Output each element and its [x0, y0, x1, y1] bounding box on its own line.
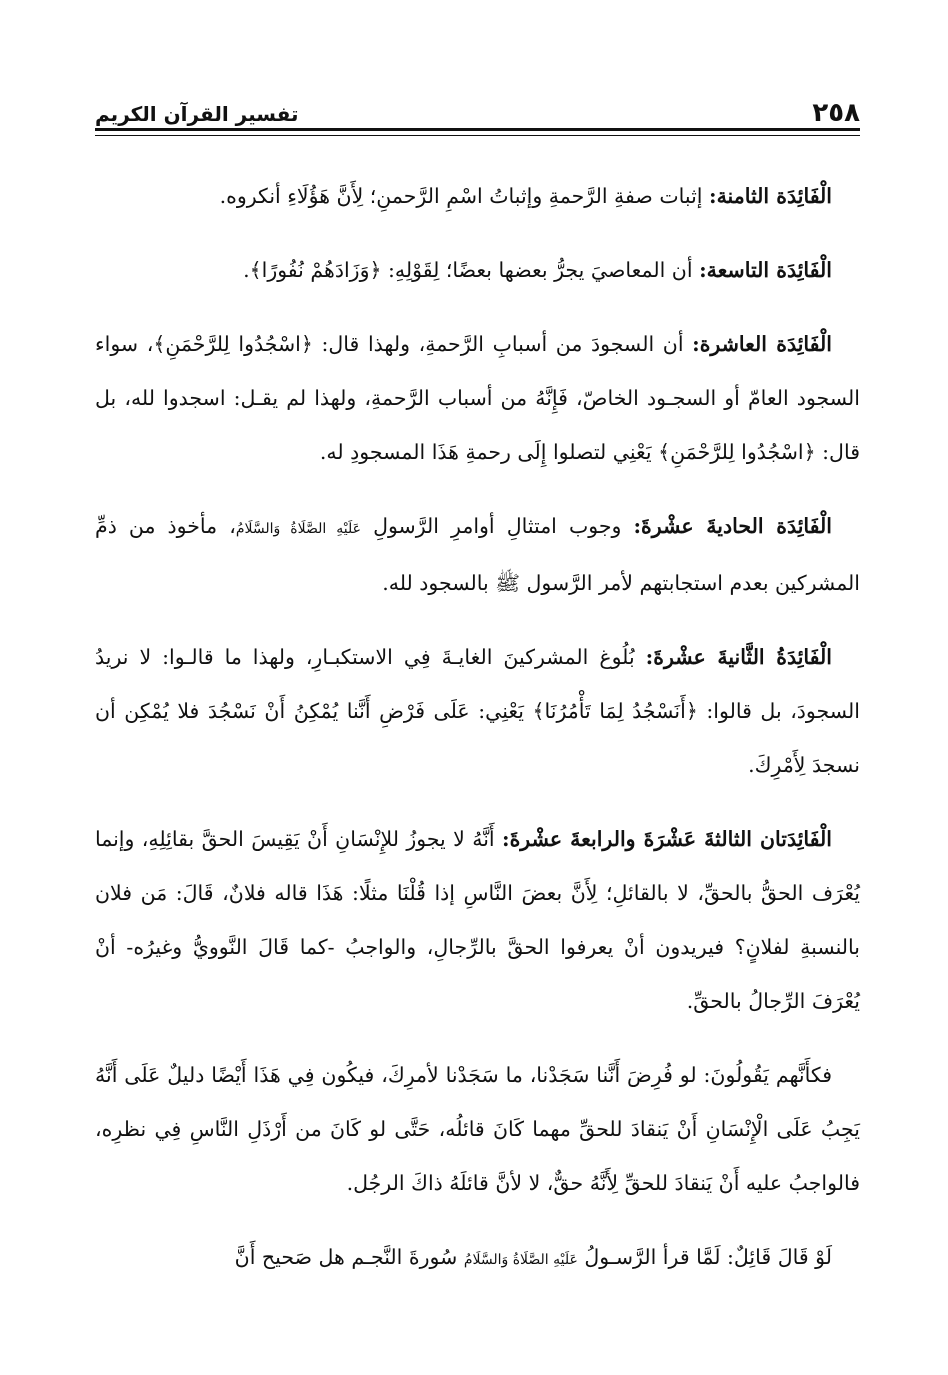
- page-body: [95, 169, 860, 1287]
- paragraph-text: وجوب امتثالِ أوامرِ الرَّسولِ: [373, 514, 634, 538]
- page-header: [95, 60, 860, 131]
- paragraph-benefit-11: [95, 499, 860, 610]
- paragraph-continuation: [95, 1048, 860, 1210]
- paragraph-text: أن المعاصيَ يجرُّ بعضها بعضًا؛ لِقَوْلِهِ: ﴿وَزَادَهُمْ نُفُورًا﴾.: [243, 258, 700, 282]
- benefit-heading: الْفَائِدَة العاشرة:: [692, 332, 832, 356]
- paragraph-text: بُلُوغ المشركينَ الغايـةَ فِي الاستكبـارِ، ولهذا ما قالـوا: لا نريدُ السجودَ، بل قالوا: ﴿أَنَسْجُدُ لِمَا تَأْمُرُنَا﴾ يَعْنِي: عَلَى فَرْضِ أَنَّنا يُمْكِنُ أَنْ نَسْجُدَ فلا يُمْكِن أن نسجدَ لِأَمْرِكَ.: [95, 645, 860, 777]
- paragraph-text: أَنَّهُ لا يجوزُ للإِنْسَانِ أَنْ يَقِيسَ الحقَّ بقائِلِهِ، وإنما يُعْرَف الحقُّ بالحقِّ، لا بالقائلِ؛ لِأَنَّ بعضَ النَّاسِ إذا قُلْنَا مثلًا: هَذَا قاله فلانٌ، قَالَ: مَن فلان بالنسبةِ لفلانٍ؟ فيريدون أنْ يعرفوا الحقَّ بالرِّجالِ، والواجبُ -كما قَالَ النَّوويُّ وغيرُه- أنْ يُعْرَفَ الرِّجالُ بالحقِّ.: [95, 827, 860, 1013]
- paragraph-benefit-8: [95, 169, 860, 223]
- benefit-heading: الْفَائِدَة الثامنة:: [709, 184, 832, 208]
- benefit-heading: الْفَائِدَة الحاديةَ عشْرةَ:: [633, 514, 832, 538]
- benefit-heading: الْفَائِدَةُ الثَّانيةَ عشْرةَ:: [645, 645, 832, 669]
- honorific-phrase: عَلَيْهِ الصَّلَاةُ وَالسَّلَامُ: [463, 1252, 578, 1268]
- page-number: ٢٥٨: [812, 98, 860, 128]
- paragraph-question: [95, 1230, 860, 1287]
- paragraph-text: أن السجودَ من أسبابِ الرَّحمةِ، ولهذا قال: ﴿اسْجُدُوا لِلرَّحْمَنِ﴾، سواء السجود العامّ أو السجـود الخاصّ، فَإِنَّهُ من أسباب الرَّحمةِ، ولهذا لم يقـل: اسجدوا لله، بل قال: ﴿اسْجُدُوا لِلرَّحْمَنِ﴾ يَعْنِي لتصلوا إِلَى رحمةِ هَذَا المسجودِ له.: [95, 332, 860, 464]
- benefit-heading: الْفَائِدَتان الثالثةَ عَشْرَةَ والرابعةَ عشْرةَ:: [502, 827, 832, 851]
- paragraph-text-continued: سُورةَ النَّجـم هل صَحيح أَنَّ: [234, 1245, 464, 1269]
- book-page: [95, 60, 860, 1300]
- running-title: تفسير القرآن الكريم: [95, 102, 299, 126]
- paragraph-benefit-9: [95, 243, 860, 297]
- paragraph-text: لَوْ قَالَ قَائِلٌ: لَمَّا قرأ الرَّسـولُ: [584, 1245, 832, 1269]
- benefit-heading: الْفَائِدَة التاسعة:: [699, 258, 832, 282]
- paragraph-text: إثبات صفةِ الرَّحمةِ وإثباتُ اسْمِ الرَّحمنِ؛ لِأَنَّ هَؤُلَاءِ أنكروه.: [219, 184, 709, 208]
- paragraph-benefit-12: [95, 630, 860, 792]
- honorific-phrase: عَلَيْهِ الصَّلَاةُ وَالسَّلَامُ: [235, 521, 361, 537]
- paragraph-benefit-10: [95, 317, 860, 479]
- paragraph-benefit-13-14: [95, 812, 860, 1028]
- paragraph-text-continued: ، مأخوذ من ذمِّ المشركين بعدم استجابتهم لأمر الرَّسول ﷺ بالسجود لله.: [95, 514, 860, 595]
- paragraph-text: فكأَنَّهم يَقُولُونَ: لو فُرِضَ أَنَّنا سَجَدْنا، ما سَجَدْنا لأمرِكَ، فيكُون فِي هَذَا أَيْضًا دليلٌ عَلَى أَنَّهُ يَجِبُ عَلَى الْإِنْسَانِ أَنْ يَنقادَ للحقِّ مهما كَانَ قائلُه، حَتَّى لو كَانَ من أَرْذَلِ النَّاسِ فِي نظرِه، فالواجبُ عليه أَنْ يَنقادَ للحقِّ لِأَنَّهُ حقٌّ، لا لأنَّ قائلَهُ ذاكَ الرجُل.: [95, 1063, 860, 1195]
